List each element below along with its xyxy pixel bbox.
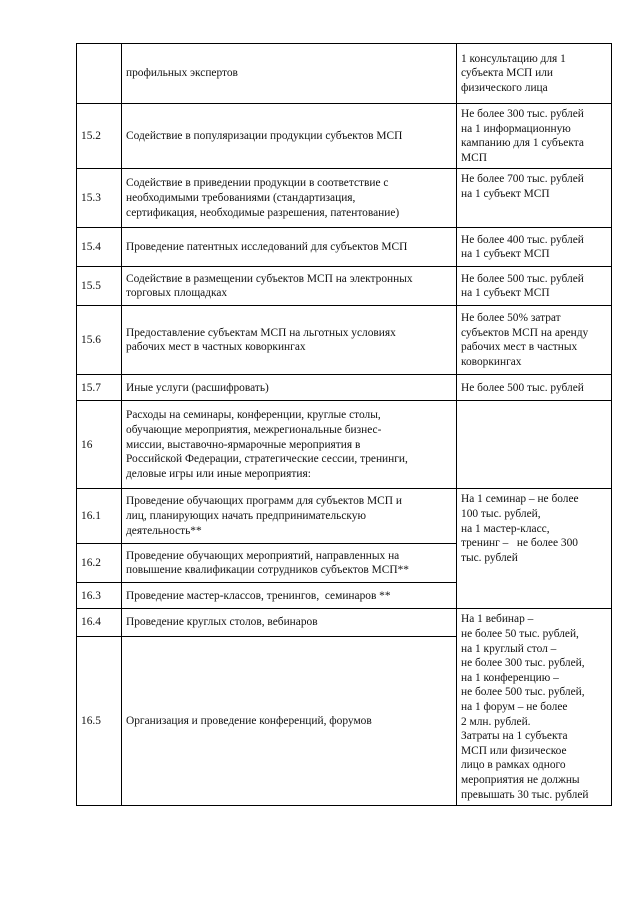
row-limit: Не более 300 тыс. рублей на 1 информационную кампанию для 1 субъекта МСП <box>457 104 612 169</box>
row-description: Содействие в популяризации продукции субъектов МСП <box>122 104 457 169</box>
row-number: 16.5 <box>77 636 122 805</box>
row-limit: Не более 500 тыс. рублей на 1 субъект МСП <box>457 267 612 306</box>
row-description: Содействие в размещении субъектов МСП на электронных торговых площадках <box>122 267 457 306</box>
row-description: Проведение патентных исследований для субъектов МСП <box>122 228 457 267</box>
table-row <box>77 609 612 637</box>
row-description: Проведение обучающих программ для субъектов МСП и лиц, планирующих начать предпринимательскую деятельность** <box>122 489 457 544</box>
row-description: Проведение обучающих мероприятий, направленных на повышение квалификации сотрудников субъектов МСП** <box>122 544 457 583</box>
row-limit: Не более 700 тыс. рублей на 1 субъект МСП <box>457 169 612 228</box>
row-limit: На 1 вебинар – не более 50 тыс. рублей, на 1 круглый стол – не более 300 тыс. рублей, на 1 конференцию – не более 500 тыс. рублей, на 1 форум – не более 2 млн. рублей. Затраты на 1 субъекта МСП или физическое лицо в рамках одного мероприятия не должны превышать 30 тыс. рублей <box>457 609 612 806</box>
row-number: 15.6 <box>77 306 122 375</box>
row-description: Организация и проведение конференций, форумов <box>122 636 457 805</box>
table-row <box>77 375 612 401</box>
row-number: 16 <box>77 401 122 489</box>
row-number: 15.3 <box>77 169 122 228</box>
table-row <box>77 169 612 228</box>
row-description: Расходы на семинары, конференции, круглые столы, обучающие мероприятия, межрегиональные бизнес- миссии, выставочно-ярмарочные мероприятия в Российской Федерации, стратегические сессии, тренинги, деловые игры или иные мероприятия: <box>122 401 457 489</box>
table-row <box>77 306 612 375</box>
row-limit: 1 консультацию для 1 субъекта МСП или физического лица <box>457 44 612 104</box>
table-row <box>77 228 612 267</box>
row-number: 15.7 <box>77 375 122 401</box>
row-number: 15.5 <box>77 267 122 306</box>
row-description: профильных экспертов <box>122 44 457 104</box>
services-table <box>76 43 612 806</box>
row-number: 16.4 <box>77 609 122 637</box>
row-description: Предоставление субъектам МСП на льготных условиях рабочих мест в частных коворкингах <box>122 306 457 375</box>
row-limit: Не более 50% затрат субъектов МСП на аренду рабочих мест в частных коворкингах <box>457 306 612 375</box>
row-number: 16.1 <box>77 489 122 544</box>
row-limit: На 1 семинар – не более 100 тыс. рублей, на 1 мастер-класс, тренинг – не более 300 тыс. рублей <box>457 489 612 609</box>
row-description: Проведение мастер-классов, тренингов, семинаров ** <box>122 583 457 609</box>
row-description: Содействие в приведении продукции в соответствие с необходимыми требованиями (стандартизация, сертификация, необходимые разрешения, патентование) <box>122 169 457 228</box>
table-row <box>77 267 612 306</box>
row-number: 15.2 <box>77 104 122 169</box>
row-number: 16.2 <box>77 544 122 583</box>
table-row <box>77 104 612 169</box>
table-row <box>77 489 612 544</box>
row-limit: Не более 400 тыс. рублей на 1 субъект МСП <box>457 228 612 267</box>
row-number: 15.4 <box>77 228 122 267</box>
row-number: 16.3 <box>77 583 122 609</box>
row-description: Проведение круглых столов, вебинаров <box>122 609 457 637</box>
row-description: Иные услуги (расшифровать) <box>122 375 457 401</box>
row-limit <box>457 401 612 489</box>
row-number <box>77 44 122 104</box>
row-limit: Не более 500 тыс. рублей <box>457 375 612 401</box>
table-row <box>77 44 612 104</box>
table-row <box>77 401 612 489</box>
